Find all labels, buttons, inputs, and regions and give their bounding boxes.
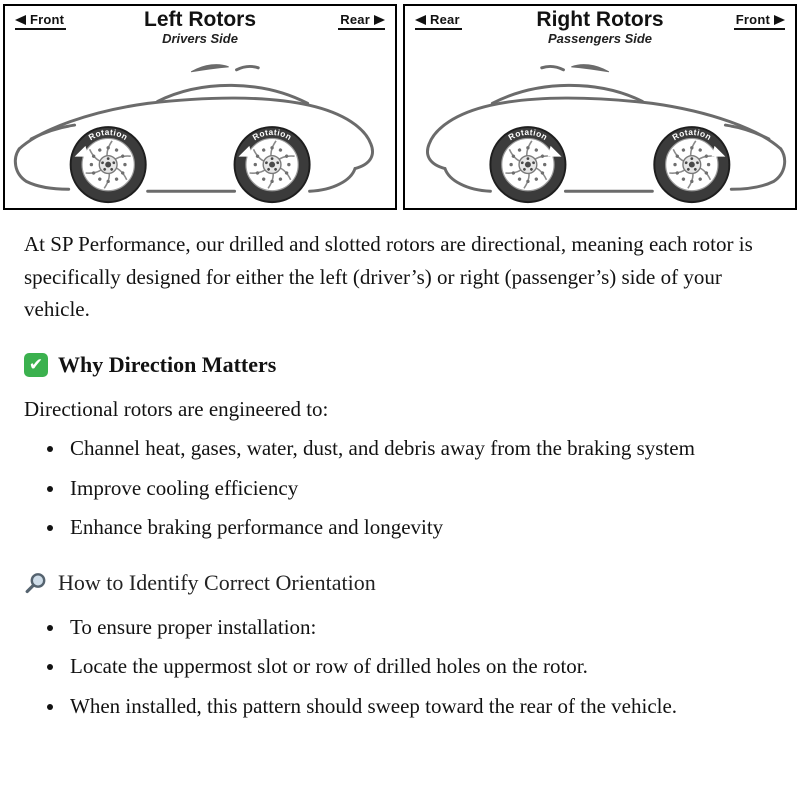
rotation-label: Rotation — [670, 126, 714, 143]
list-item: • When installed, this pattern should sweep toward the rear of the vehicle. — [66, 691, 776, 723]
orientation-list — [24, 612, 776, 723]
heading-text: Why Direction Matters — [58, 351, 277, 377]
arrow-right-icon — [774, 15, 785, 25]
panel-title: Right Rotors — [536, 8, 664, 31]
front-wheel — [71, 127, 146, 202]
article — [0, 210, 800, 722]
rotation-label: Rotation — [250, 126, 294, 143]
rear-wheel — [490, 127, 565, 202]
list-item: • Locate the uppermost slot or row of drilled holes on the rotor. — [66, 651, 776, 683]
front-wheel — [654, 127, 729, 202]
rotation-label: Rotation — [86, 126, 130, 143]
direction-text: Rear — [430, 12, 460, 27]
panel-subtitle: Drivers Side — [162, 31, 238, 47]
right-rotors-panel — [403, 4, 797, 210]
rear-direction-label — [338, 13, 385, 30]
left-panel-header — [5, 6, 395, 54]
rotation-label: Rotation — [506, 126, 550, 143]
front-direction-label — [734, 13, 785, 30]
arrow-left-icon — [15, 15, 26, 25]
intro-paragraph: At SP Performance, our drilled and slotted rotors are directional, meaning each rotor is specifically designed for either the left (driver’s) or right (passenger’s) side of your vehicle. — [24, 232, 753, 322]
car-body — [15, 65, 372, 192]
direction-text: Front — [735, 12, 770, 27]
rear-direction-label — [415, 13, 462, 30]
section-heading-why-direction-matters — [24, 352, 776, 378]
benefits-list — [24, 433, 776, 544]
car-diagram-left — [5, 54, 395, 210]
list-item: • Improve cooling efficiency — [66, 473, 776, 505]
left-rotors-panel — [3, 4, 397, 210]
direction-text: Front — [30, 12, 65, 27]
list-item: • Channel heat, gases, water, dust, and debris away from the braking system — [66, 433, 776, 465]
lead-paragraph: Directional rotors are engineered to: — [24, 396, 329, 421]
rotor-diagrams — [0, 0, 800, 210]
heading-text: How to Identify Correct Orientation — [58, 569, 376, 595]
arrow-left-icon — [415, 15, 426, 25]
car-diagram-right — [405, 54, 795, 210]
check-icon: ✔ — [24, 353, 48, 377]
panel-title: Left Rotors — [144, 8, 256, 31]
rear-wheel — [235, 127, 310, 202]
direction-text: Rear — [340, 12, 370, 27]
arrow-right-icon — [374, 15, 385, 25]
section-heading-identify-orientation — [24, 570, 776, 596]
list-item: • Enhance braking performance and longevity — [66, 512, 776, 544]
panel-subtitle: Passengers Side — [547, 31, 653, 47]
list-item: • To ensure proper installation: — [66, 612, 776, 644]
car-body — [427, 65, 784, 192]
magnifier-icon — [24, 571, 48, 595]
right-panel-header — [405, 6, 795, 54]
front-direction-label — [15, 13, 66, 30]
